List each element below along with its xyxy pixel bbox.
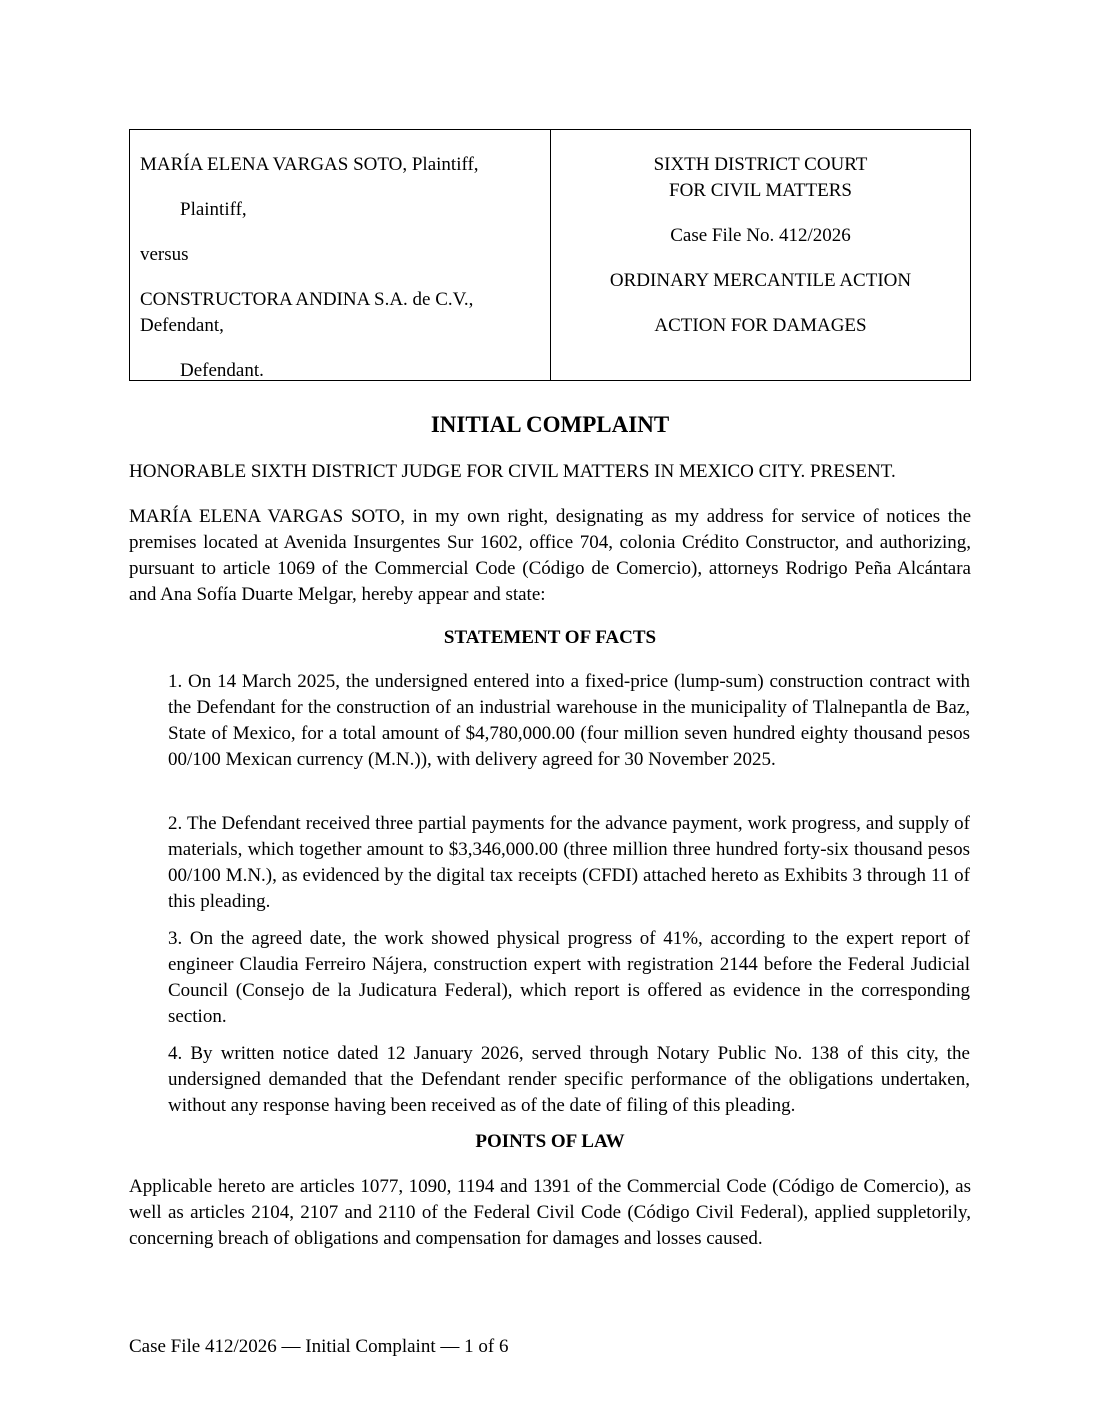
- fact-item-1: 1. On 14 March 2025, the undersigned entered into a fixed-price (lump-sum) construction contract with the Defendant for the construction of an industrial warehouse in the municipality of Tlalnepantla de Baz, State of Mexico, for a total amount of $4,780,000.00 (four million seven hundred eighty thousand pesos 00/100 Mexican currency (M.N.)), with delivery agreed for 30 November 2025.: [168, 671, 970, 770]
- case-caption-table: [129, 129, 971, 381]
- intro-paragraph: MARÍA ELENA VARGAS SOTO, in my own right, designating as my address for service of notices the premises located at Avenida Insurgentes Sur 1602, office 704, colonia Crédito Constructor, and authorizing, pursuant to article 1069 of the Commercial Code (Código de Comercio), attorneys Rodrigo Peña Alcántara and Ana Sofía Duarte Melgar, hereby appear and state:: [129, 506, 971, 605]
- facts-heading: STATEMENT OF FACTS: [443, 627, 657, 648]
- court-name-line1: SIXTH DISTRICT COURT: [653, 154, 868, 175]
- court-cell: [551, 130, 970, 380]
- defendant-label: Defendant,: [140, 315, 224, 336]
- page-footer: Case File 412/2026 — Initial Complaint — 1 of 6: [129, 1336, 509, 1357]
- fact-item-2: 2. The Defendant received three partial payments for the advance payment, work progress, and supply of materials, which together amount to $3,346,000.00 (three million three hundred forty-six thousand pesos 00/100 M.N.), as evidenced by the digital tax receipts (CFDI) attached hereto as Exhibits 3 through 11 of this pleading.: [168, 813, 970, 912]
- parties-cell: [130, 130, 551, 380]
- court-name-line2: FOR CIVIL MATTERS: [669, 180, 852, 201]
- salutation: HONORABLE SIXTH DISTRICT JUDGE FOR CIVIL MATTERS IN MEXICO CITY. PRESENT.: [129, 461, 896, 482]
- action-subject: ACTION FOR DAMAGES: [654, 315, 867, 336]
- defendant-role: Defendant.: [180, 360, 264, 381]
- plaintiff-name: MARÍA ELENA VARGAS SOTO, Plaintiff,: [140, 154, 479, 175]
- law-paragraph: Applicable hereto are articles 1077, 1090, 1194 and 1391 of the Commercial Code (Código de Comercio), as well as articles 2104, 2107 and 2110 of the Federal Civil Code (Código Civil Federal), applied suppletorily, concerning breach of obligations and compensation for damages and losses caused.: [129, 1176, 971, 1249]
- versus-label: versus: [140, 244, 189, 265]
- law-heading: POINTS OF LAW: [475, 1131, 625, 1152]
- document-title: INITIAL COMPLAINT: [430, 412, 670, 437]
- fact-item-4: 4. By written notice dated 12 January 2026, served through Notary Public No. 138 of this city, the undersigned demanded that the Defendant render specific performance of the obligations undertaken, without any response having been received as of the date of filing of this pleading.: [168, 1043, 970, 1116]
- fact-item-3: 3. On the agreed date, the work showed physical progress of 41%, according to the expert report of engineer Claudia Ferreiro Nájera, construction expert with registration 2144 before the Federal Judicial Council (Consejo de la Judicatura Federal), which report is offered as evidence in the corresponding section.: [168, 928, 970, 1027]
- defendant-name: CONSTRUCTORA ANDINA S.A. de C.V.,: [140, 289, 474, 310]
- plaintiff-role: Plaintiff,: [180, 199, 247, 220]
- action-type: ORDINARY MERCANTILE ACTION: [609, 270, 912, 291]
- case-file-number: Case File No. 412/2026: [670, 225, 851, 246]
